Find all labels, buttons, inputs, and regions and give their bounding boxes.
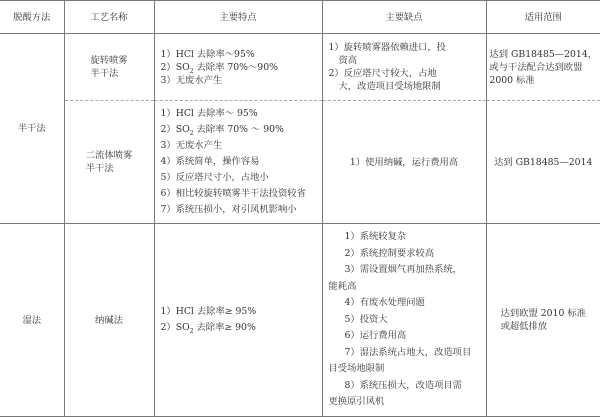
table-row bbox=[0, 101, 600, 224]
drawback-line: 6）运行费用高 bbox=[344, 330, 407, 342]
features-cell bbox=[154, 34, 322, 101]
scope-line: 或与干法配合达到欧盟 bbox=[489, 61, 583, 73]
drawbacks-cell bbox=[322, 224, 486, 417]
feature-item: $2)SO_2$ 去除率 70% ～ 90% bbox=[160, 124, 284, 137]
feature-item: 5）反应塔尺寸小，占地小 bbox=[160, 172, 269, 183]
header-drawbacks: 主要缺点 bbox=[322, 1, 486, 34]
header-features: 主要特点 bbox=[154, 1, 322, 34]
scope-line: 达到 GB18485—2014 bbox=[494, 156, 593, 168]
process-name-line: 半干法 bbox=[85, 163, 114, 174]
method-cell: 半干法 bbox=[0, 34, 64, 224]
method-cell: 湿法 bbox=[0, 224, 64, 417]
drawback-line: 4）有废水处理问题 bbox=[344, 297, 425, 309]
scope-line: 或超低排放 bbox=[500, 321, 548, 332]
process-name-cell bbox=[64, 101, 154, 224]
drawback-line: 更换原引风机 bbox=[328, 396, 385, 408]
process-name-cell bbox=[64, 34, 154, 101]
header-process: 工艺名称 bbox=[64, 1, 154, 34]
drawback-line: 2）系统控制要求较高 bbox=[344, 247, 435, 259]
drawbacks-cell bbox=[322, 101, 486, 224]
drawback-line: 大，改造项目受场地限制 bbox=[338, 81, 441, 92]
header-scope: 适用范围 bbox=[486, 1, 600, 34]
features-cell bbox=[154, 101, 322, 224]
process-name-line: 二流体喷雾 bbox=[85, 150, 133, 161]
feature-item: $2)SO_2$ 去除率≥ 90% bbox=[160, 322, 256, 335]
feature-item: 4）系统简单，操作容易 bbox=[160, 156, 260, 167]
table-row bbox=[0, 224, 600, 417]
process-name-line: 纳碱法 bbox=[95, 314, 123, 326]
feature-item: 3）无废水产生 bbox=[160, 74, 223, 86]
process-name-line: 旋转喷雾 bbox=[90, 55, 128, 66]
drawbacks-cell bbox=[322, 34, 486, 101]
table-row bbox=[0, 34, 600, 101]
drawback-line: 8）系统压损大，改造项目需 bbox=[344, 379, 462, 391]
drawback-line: 能耗高 bbox=[328, 280, 357, 292]
feature-item: 1）HCl 去除率≥ 95% bbox=[160, 306, 257, 317]
scope-line: 达到 GB18485—2014， bbox=[489, 48, 598, 60]
scope-line: 达到欧盟 2010 标准 bbox=[500, 308, 586, 319]
drawback-line: 2）反应塔尺寸较大，占地 bbox=[328, 68, 437, 79]
feature-item: 7）系统压损小，对引风机影响小 bbox=[160, 204, 297, 215]
scope-line: 2000 标准 bbox=[489, 74, 535, 86]
feature-item: 1）HCl 去除率～95% bbox=[160, 48, 255, 60]
drawback-line: 3）需设置烟气再加热系统， bbox=[344, 264, 462, 276]
features-cell bbox=[154, 224, 322, 417]
drawback-line: 资高 bbox=[338, 55, 358, 66]
process-name-cell bbox=[64, 224, 154, 417]
scope-cell bbox=[486, 34, 600, 101]
drawback-line: 7）湿法系统占地大，改造项目 bbox=[344, 346, 472, 358]
drawback-line: 1）旋转喷雾器依赖进口，投 bbox=[328, 42, 446, 53]
drawback-line: 1）系统较复杂 bbox=[344, 231, 407, 243]
process-name-line: 半干法 bbox=[90, 68, 119, 79]
feature-item: 3）无废水产生 bbox=[160, 140, 223, 151]
scope-cell bbox=[486, 101, 600, 224]
drawback-line: 目受场地限制 bbox=[328, 363, 385, 375]
scope-cell bbox=[486, 224, 600, 417]
feature-item: 6）相比较旋转喷雾半干法投资较省 bbox=[160, 188, 306, 199]
feature-item: 1）HCl 去除率～ 95% bbox=[160, 108, 258, 119]
drawback-line: 5）投资大 bbox=[344, 313, 388, 325]
drawback-line: 1）使用纳碱，运行费用高 bbox=[349, 156, 459, 168]
header-method: 脱酸方法 bbox=[0, 1, 64, 34]
feature-item: $2)SO_2$ 去除率 70%～90% bbox=[160, 61, 278, 75]
header-row bbox=[0, 1, 600, 34]
